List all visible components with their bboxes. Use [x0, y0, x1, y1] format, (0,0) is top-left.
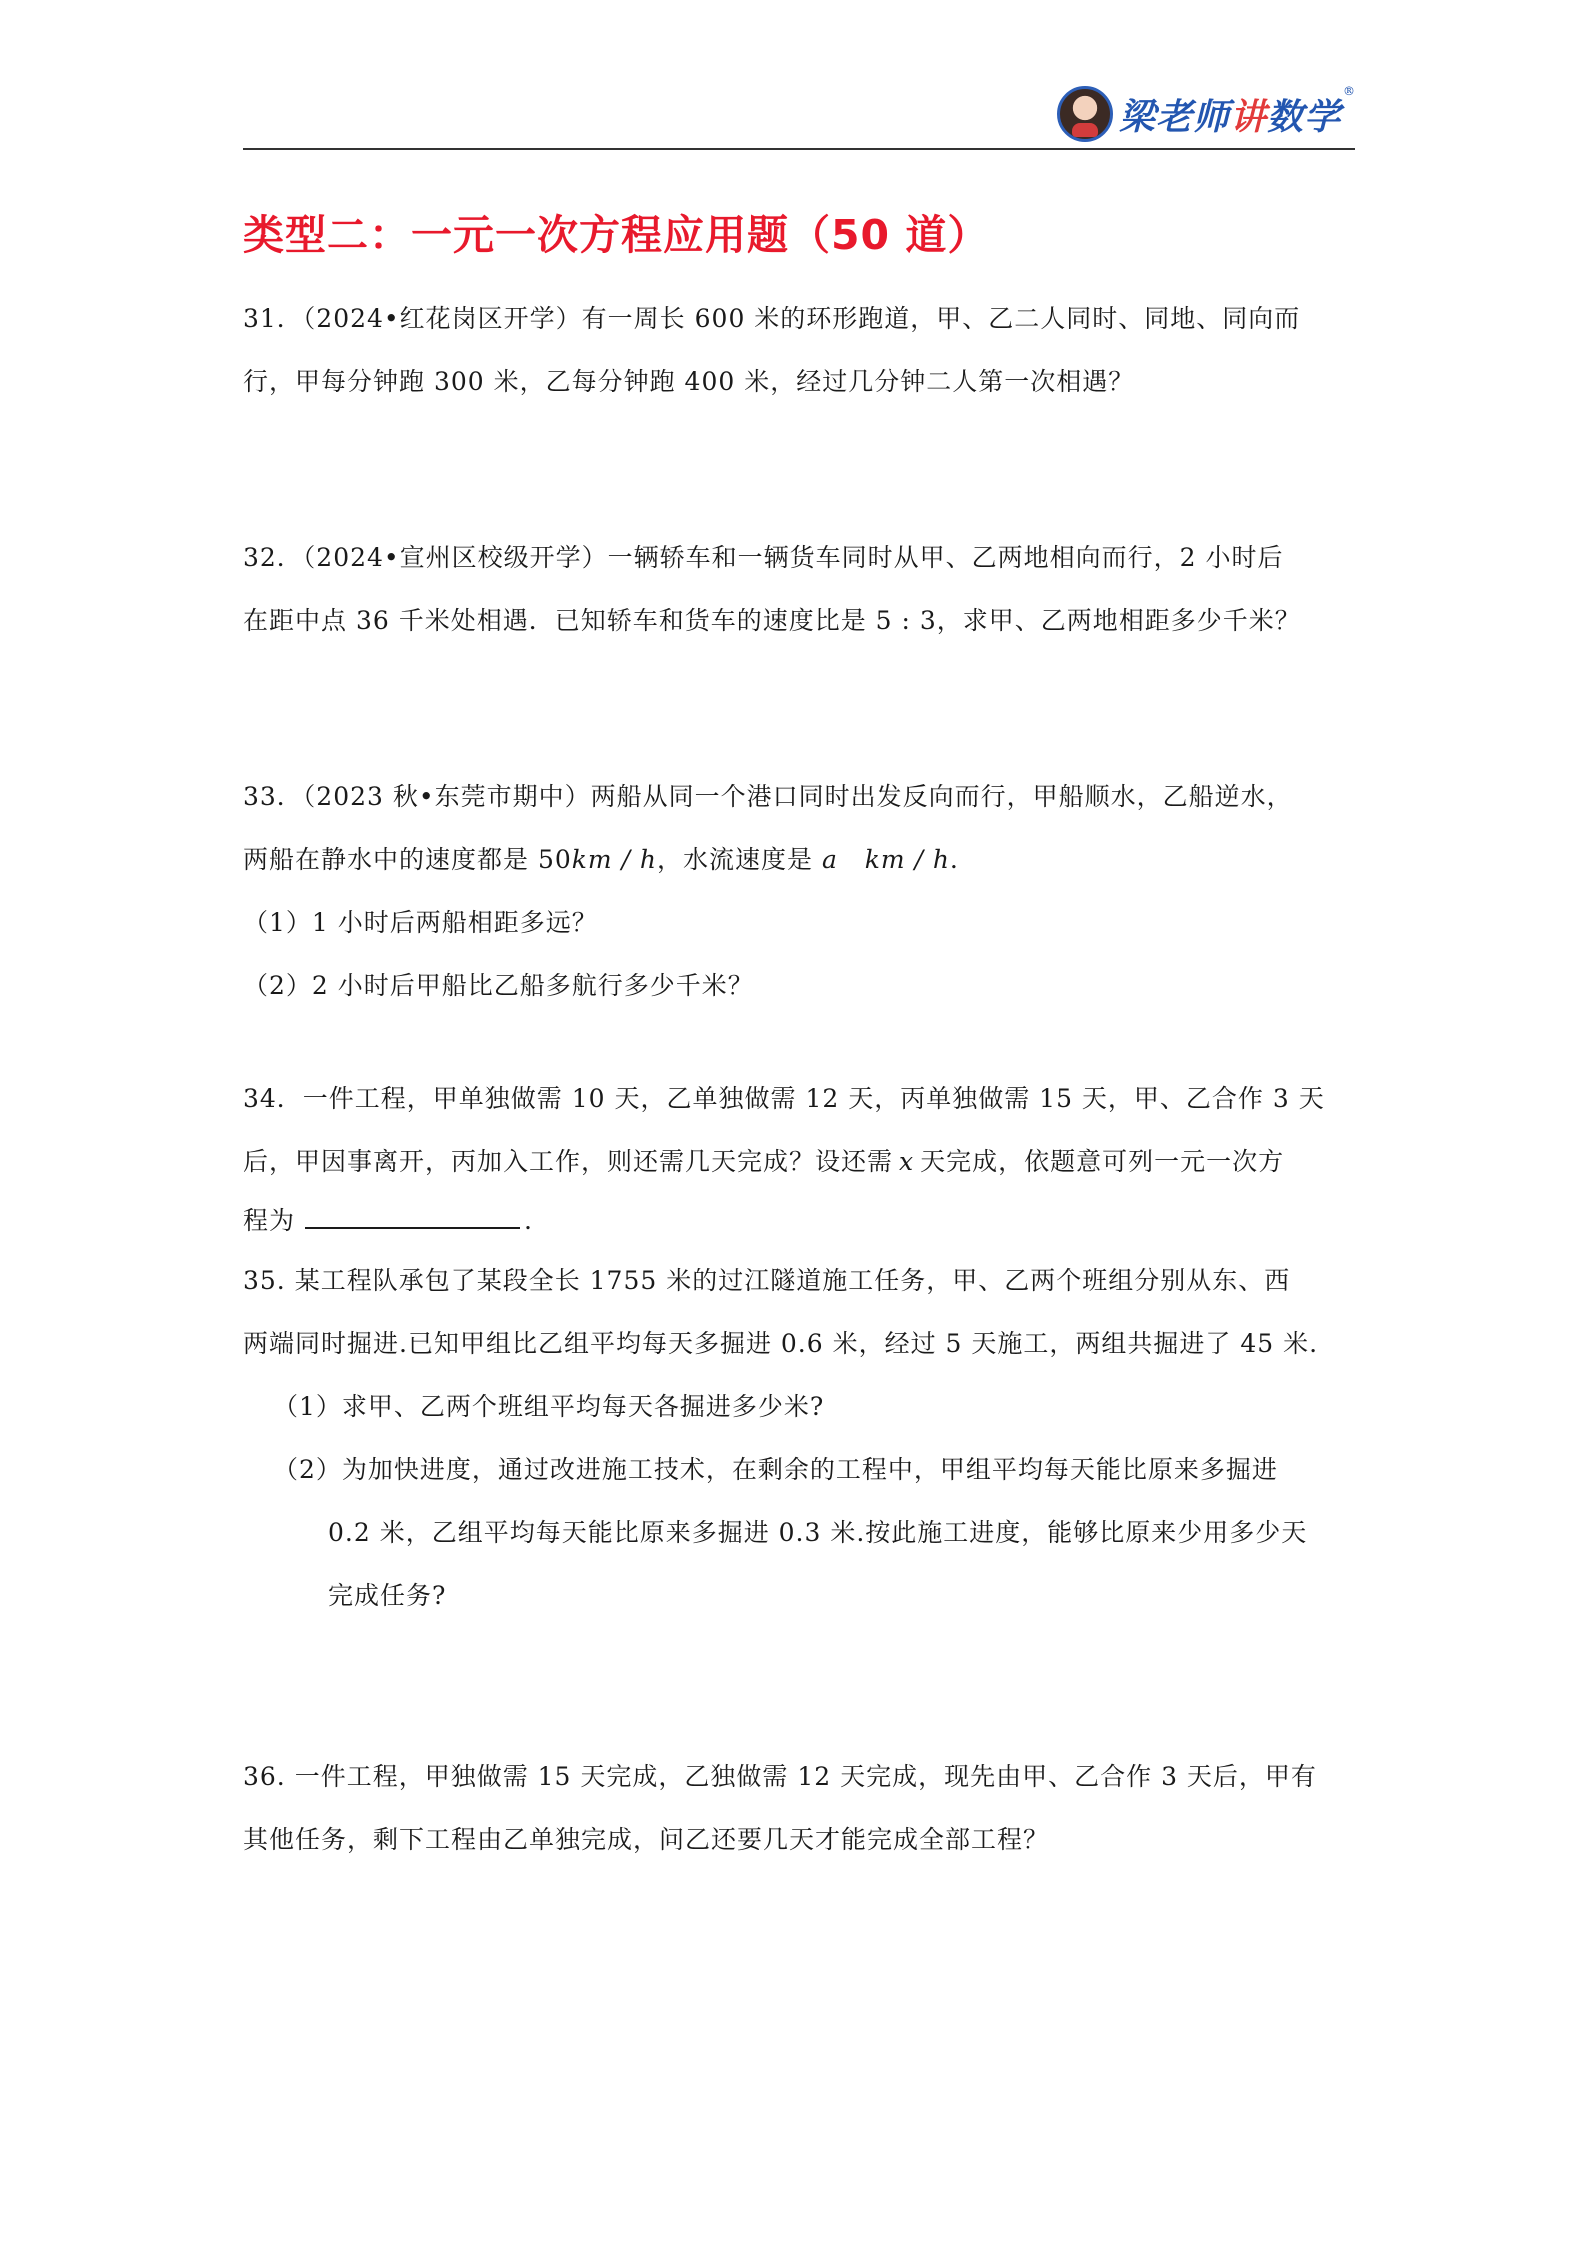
- problem-36-line-2: 其他任务，剩下工程由乙单独完成，问乙还要几天才能完成全部工程？: [243, 1825, 1050, 1854]
- problem-32: [243, 526, 1358, 652]
- problem-33-line-2: 两船在静水中的速度都是 50km / h，水流速度是 a km / h．: [243, 845, 977, 874]
- problem-34: [243, 1067, 1358, 1249]
- section-title: 类型二：一元一次方程应用题（50 道）: [243, 211, 990, 259]
- problem-35-line-2: 两端同时掘进.已知甲组比乙组平均每天多掘进 0.6 米，经过 5 天施工，两组共掘进了 45 米.: [243, 1329, 1319, 1358]
- registered-mark: ®: [1343, 84, 1355, 98]
- brand-logo: [1057, 84, 1355, 144]
- problem-33-line-1: 33．（2023 秋•东莞市期中）两船从同一个港口同时出发反向而行，甲船顺水，乙船逆水，: [243, 782, 1293, 811]
- problem-35-question-2-line-3: 完成任务?: [328, 1581, 447, 1610]
- page-header: [243, 80, 1355, 150]
- problem-34-line-2: 后，甲因事离开，丙加入工作，则还需几天完成？设还需 x 天完成，依题意可列一元一次方: [243, 1147, 1285, 1176]
- answer-blank[interactable]: [305, 1205, 520, 1229]
- current-speed-unit: km / h: [864, 845, 951, 874]
- current-speed-var: a: [822, 845, 838, 874]
- problem-35-question-2-line-1: （2）为加快进度，通过改进施工技术，在剩余的工程中，甲组平均每天能比原来多掘进: [273, 1455, 1278, 1484]
- worksheet-content: [243, 205, 1358, 1871]
- logo-text: 梁老师讲数学: [1118, 96, 1341, 138]
- problem-35-line-1: 35. 某工程队承包了某段全长 1755 米的过江隧道施工任务，甲、乙两个班组分别从东、西: [243, 1266, 1291, 1295]
- problem-33-question-2: （2）2 小时后甲船比乙船多航行多少千米？: [243, 971, 754, 1000]
- problem-34-line-1: 34．一件工程，甲单独做需 10 天，乙单独做需 12 天，丙单独做需 15 天，甲、乙合作 3 天: [243, 1084, 1325, 1113]
- problem-36-line-1: 36. 一件工程，甲独做需 15 天完成，乙独做需 12 天完成，现先由甲、乙合作 3 天后，甲有: [243, 1762, 1317, 1791]
- problem-35: [243, 1249, 1358, 1627]
- problem-33: [243, 765, 1358, 1017]
- problem-31-line-2: 行，甲每分钟跑 300 米，乙每分钟跑 400 米，经过几分钟二人第一次相遇？: [243, 367, 1135, 396]
- problem-34-line-3: 程为 .: [243, 1206, 533, 1235]
- unknown-days-var: x: [899, 1147, 915, 1176]
- problem-33-question-1: （1）1 小时后两船相距多远？: [243, 908, 598, 937]
- teacher-avatar: [1057, 86, 1113, 142]
- problem-35-question-2-line-2: 0.2 米，乙组平均每天能比原来多掘进 0.3 米.按此施工进度，能够比原来少用多少天: [328, 1518, 1308, 1547]
- problem-36: [243, 1745, 1358, 1871]
- problem-35-question-1: （1）求甲、乙两个班组平均每天各掘进多少米?: [273, 1392, 825, 1421]
- speed-unit: km / h: [571, 845, 658, 874]
- problem-31-line-1: 31．（2024•红花岗区开学）有一周长 600 米的环形跑道，甲、乙二人同时、同地、同向而: [243, 304, 1301, 333]
- problem-32-line-2: 在距中点 36 千米处相遇．已知轿车和货车的速度比是 5 : 3，求甲、乙两地相距多少千米？: [243, 606, 1301, 635]
- problem-31: [243, 287, 1358, 413]
- header-divider: [243, 148, 1355, 150]
- problem-32-line-1: 32．（2024•宣州区校级开学）一辆轿车和一辆货车同时从甲、乙两地相向而行，2 小时后: [243, 543, 1284, 572]
